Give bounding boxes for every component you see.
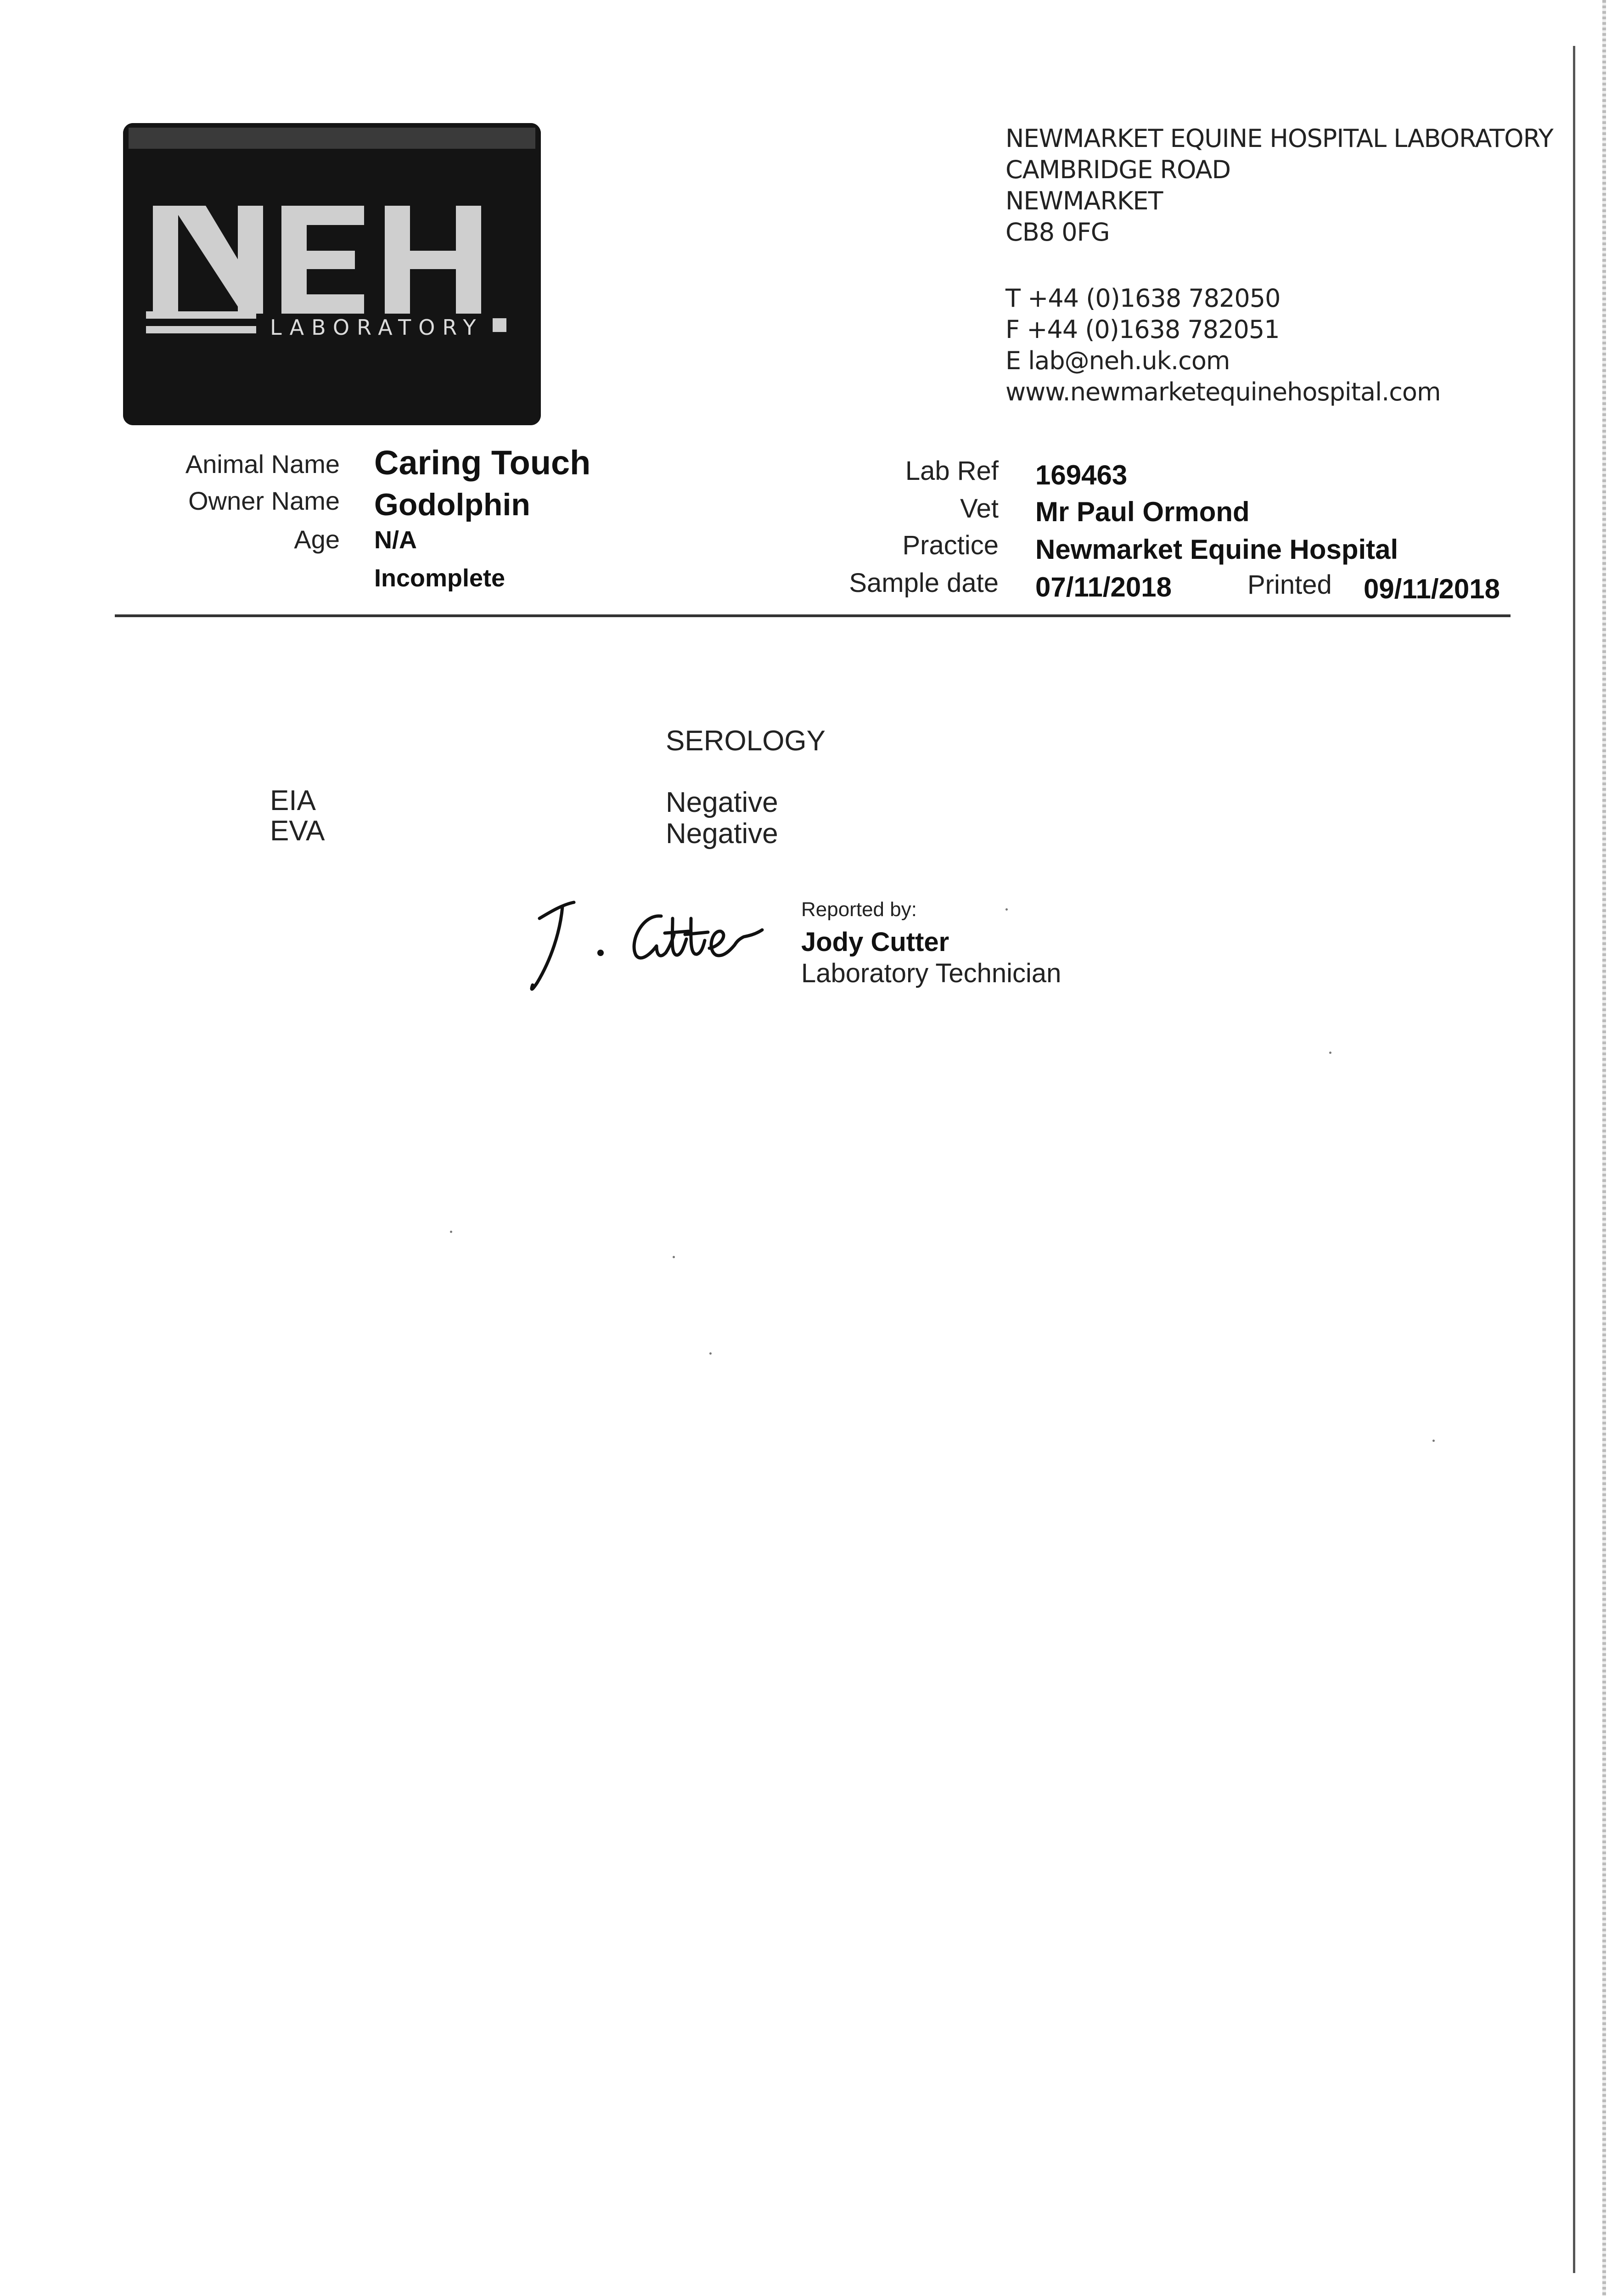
phone-number: T +44 (0)1638 782050 bbox=[1005, 284, 1280, 313]
scan-speck bbox=[673, 1256, 675, 1258]
fax-number: F +44 (0)1638 782051 bbox=[1005, 315, 1280, 344]
address-line-4: CB8 0FG bbox=[1005, 218, 1110, 247]
header-divider bbox=[115, 614, 1511, 617]
lab-ref-label: Lab Ref bbox=[905, 456, 999, 486]
email-address: E lab@neh.uk.com bbox=[1005, 346, 1230, 375]
age-label: Age bbox=[294, 525, 340, 554]
animal-name-value: Caring Touch bbox=[374, 444, 591, 482]
neh-laboratory-logo bbox=[123, 123, 541, 425]
logo-graphic bbox=[123, 123, 541, 425]
practice-value: Newmarket Equine Hospital bbox=[1035, 534, 1398, 565]
section-title: SEROLOGY bbox=[666, 725, 826, 757]
test-result-eva: Negative bbox=[666, 818, 778, 850]
sample-date-value: 07/11/2018 bbox=[1035, 572, 1172, 602]
test-name-eva: EVA bbox=[270, 815, 325, 847]
report-status: Incomplete bbox=[374, 564, 505, 592]
age-value: N/A bbox=[374, 526, 417, 554]
lab-ref-value: 169463 bbox=[1035, 460, 1128, 490]
reporter-role: Laboratory Technician bbox=[801, 958, 1061, 988]
printed-label: Printed bbox=[1247, 570, 1332, 600]
test-name-eia: EIA bbox=[270, 785, 316, 816]
owner-name-label: Owner Name bbox=[188, 486, 340, 515]
practice-label: Practice bbox=[902, 530, 999, 560]
test-result-eia: Negative bbox=[666, 787, 778, 818]
printed-date-value: 09/11/2018 bbox=[1364, 574, 1500, 604]
page-edge-line bbox=[1573, 46, 1575, 2273]
scan-border bbox=[1602, 0, 1606, 2296]
logo-subtitle: LABORATORY bbox=[270, 315, 483, 340]
scan-speck bbox=[1329, 1052, 1331, 1054]
technician-signature bbox=[519, 891, 776, 1006]
address-line-1: NEWMARKET EQUINE HOSPITAL LABORATORY bbox=[1005, 124, 1553, 153]
reporter-name: Jody Cutter bbox=[801, 927, 949, 957]
vet-label: Vet bbox=[960, 494, 999, 523]
reported-by-label: Reported by: bbox=[801, 898, 917, 921]
owner-name-value: Godolphin bbox=[374, 487, 530, 522]
vet-value: Mr Paul Ormond bbox=[1035, 496, 1250, 527]
website-url: www.newmarketequinehospital.com bbox=[1005, 377, 1441, 406]
sample-date-label: Sample date bbox=[849, 568, 999, 598]
address-line-3: NEWMARKET bbox=[1005, 186, 1163, 215]
scan-speck bbox=[1432, 1440, 1435, 1442]
scan-speck bbox=[1005, 908, 1008, 911]
animal-name-label: Animal Name bbox=[185, 450, 340, 478]
scan-speck bbox=[450, 1231, 452, 1233]
scan-speck bbox=[709, 1352, 712, 1355]
address-line-2: CAMBRIDGE ROAD bbox=[1005, 155, 1231, 184]
